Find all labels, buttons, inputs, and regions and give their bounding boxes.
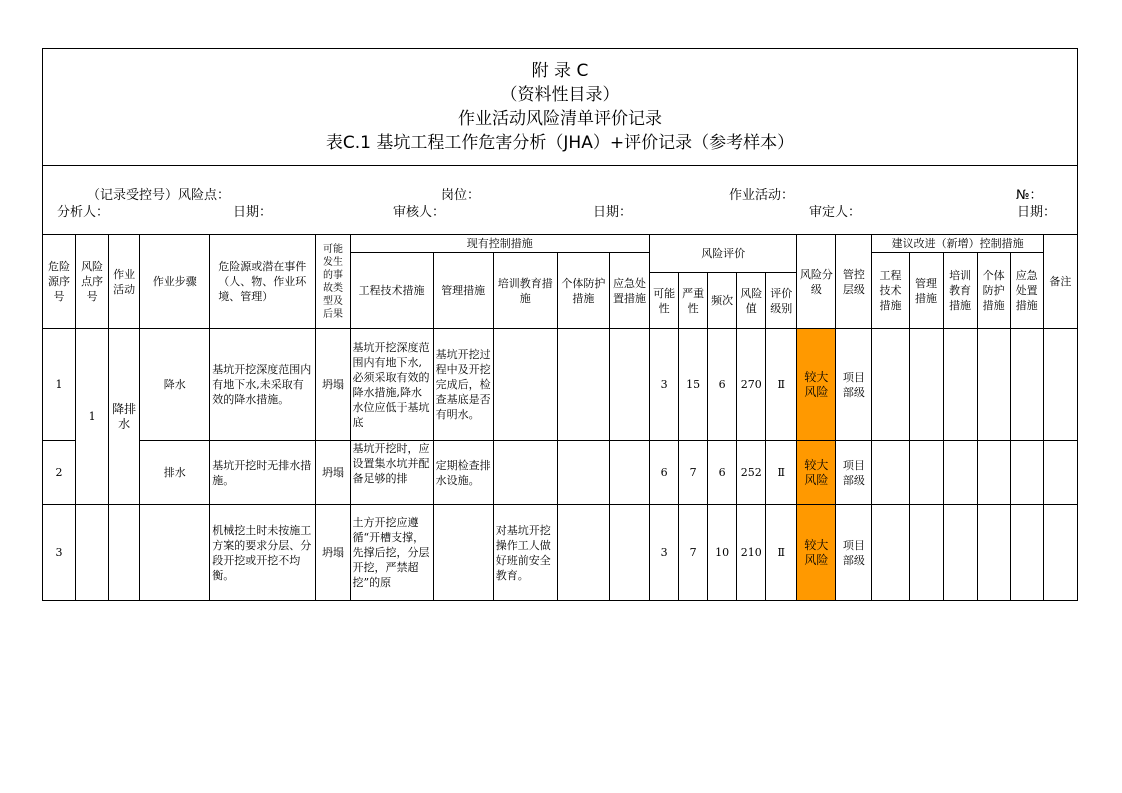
training-cell <box>493 329 557 441</box>
s-mgmt-cell <box>909 441 943 505</box>
risk-point-no: 1 <box>76 329 109 505</box>
s-training-cell <box>943 329 977 441</box>
control-level-cell: 项目部级 <box>836 441 872 505</box>
control-level-cell: 项目部级 <box>836 329 872 441</box>
s-emergency-cell <box>1010 329 1043 441</box>
risk-value-cell: 252 <box>737 441 766 505</box>
hdr-eng: 工程技术措施 <box>350 253 433 329</box>
reviewer-label: 审核人： <box>393 205 446 220</box>
eng-measure-cell: 基坑开挖深度范围内有地下水,必须采取有效的降水措施,降水水位应低于基坑底 <box>350 329 433 441</box>
eng-measure-cell: 土方开挖应遵循“开槽支撑，先撑后挖，分层开挖，严禁超挖”的原 <box>350 505 433 601</box>
mgmt-measure-cell: 基坑开挖过程中及开挖完成后，检查基底是否有明水。 <box>433 329 493 441</box>
hazard-cell: 基坑开挖时无排水措施。 <box>210 441 316 505</box>
eval-level-cell: Ⅱ <box>766 441 797 505</box>
accident-cell: 坍塌 <box>316 329 350 441</box>
emergency-cell <box>609 441 649 505</box>
frequency-cell: 10 <box>708 505 737 601</box>
eval-level-cell: Ⅱ <box>766 329 797 441</box>
mgmt-measure-cell <box>433 505 493 601</box>
number-label: №： <box>1016 188 1043 203</box>
step-cell: 降水 <box>140 329 210 441</box>
record-title: 作业活动风险清单评价记录 <box>458 109 662 129</box>
table-row <box>43 441 1078 505</box>
severity-cell: 7 <box>679 441 708 505</box>
hdr-risk-eval: 风险评价 <box>650 235 797 273</box>
risk-record-sheet <box>42 48 1078 601</box>
activity-cell: 降排水 <box>109 329 140 505</box>
ppe-cell <box>557 441 609 505</box>
hdr-accident-type: 可能发生的事故类型及后果 <box>316 235 350 329</box>
accident-cell: 坍塌 <box>316 441 350 505</box>
hdr-ppe: 个体防护措施 <box>557 253 609 329</box>
hdr-s-emergency: 应急处置措施 <box>1010 253 1043 329</box>
severity-cell: 7 <box>679 505 708 601</box>
emergency-cell <box>609 329 649 441</box>
hazard-no: 1 <box>43 329 76 441</box>
table-title: 表C.1 基坑工程工作危害分析（JHA）+评价记录（参考样本） <box>325 133 795 153</box>
s-eng-cell <box>872 329 909 441</box>
hdr-frequency: 频次 <box>708 273 737 329</box>
risk-grade-cell: 较大风险 <box>797 505 836 601</box>
hazard-cell: 机械挖土时未按施工方案的要求分层、分段开挖或开挖不均衡。 <box>210 505 316 601</box>
hdr-control-level: 管控层级 <box>836 235 872 329</box>
risk-grade-cell: 较大风险 <box>797 329 836 441</box>
hdr-suggested: 建议改进（新增）控制措施 <box>872 235 1043 253</box>
control-level-cell: 项目部级 <box>836 505 872 601</box>
risk-value-cell: 210 <box>737 505 766 601</box>
step-cell: 排水 <box>140 441 210 505</box>
activity-label: 作业活动： <box>729 188 795 203</box>
risk-value-cell: 270 <box>737 329 766 441</box>
hdr-step: 作业步骤 <box>140 235 210 329</box>
hdr-likelihood: 可能性 <box>650 273 679 329</box>
s-mgmt-cell <box>909 505 943 601</box>
hdr-s-eng: 工程技术措施 <box>872 253 909 329</box>
s-ppe-cell <box>977 441 1010 505</box>
remark-cell <box>1043 329 1077 441</box>
s-eng-cell <box>872 505 909 601</box>
frequency-cell: 6 <box>708 329 737 441</box>
likelihood-cell: 3 <box>650 505 679 601</box>
hazard-no: 3 <box>43 505 76 601</box>
date-label-1: 日期： <box>233 205 273 220</box>
s-emergency-cell <box>1010 441 1043 505</box>
s-emergency-cell <box>1010 505 1043 601</box>
hdr-s-ppe: 个体防护措施 <box>977 253 1010 329</box>
record-no-label: （记录受控号）风险点： <box>87 188 231 203</box>
hdr-activity: 作业活动 <box>109 235 140 329</box>
hdr-risk-value: 风险值 <box>737 273 766 329</box>
ppe-cell <box>557 329 609 441</box>
emergency-cell <box>609 505 649 601</box>
risk-point-no <box>76 505 109 601</box>
training-cell: 对基坑开挖操作工人做好班前安全教育。 <box>493 505 557 601</box>
s-ppe-cell <box>977 505 1010 601</box>
remark-cell <box>1043 505 1077 601</box>
hazard-no: 2 <box>43 441 76 505</box>
frequency-cell: 6 <box>708 441 737 505</box>
s-eng-cell <box>872 441 909 505</box>
likelihood-cell: 6 <box>650 441 679 505</box>
mgmt-measure-cell: 定期检查排水设施。 <box>433 441 493 505</box>
ppe-cell <box>557 505 609 601</box>
table-row <box>43 505 1078 601</box>
step-cell <box>140 505 210 601</box>
risk-grade-cell: 较大风险 <box>797 441 836 505</box>
hdr-mgmt: 管理措施 <box>433 253 493 329</box>
s-training-cell <box>943 441 977 505</box>
training-cell <box>493 441 557 505</box>
s-training-cell <box>943 505 977 601</box>
title-block <box>42 48 1078 165</box>
hazard-cell: 基坑开挖深度范围内有地下水,未采取有效的降水措施。 <box>210 329 316 441</box>
hdr-severity: 严重性 <box>679 273 708 329</box>
date-label-3: 日期： <box>1017 205 1057 220</box>
hdr-s-mgmt: 管理措施 <box>909 253 943 329</box>
s-mgmt-cell <box>909 329 943 441</box>
hdr-risk-point-no: 风险点序号 <box>76 235 109 329</box>
date-label-2: 日期： <box>593 205 633 220</box>
hdr-hazard-no: 危险源序号 <box>43 235 76 329</box>
s-ppe-cell <box>977 329 1010 441</box>
hdr-emergency: 应急处置措施 <box>609 253 649 329</box>
activity-cell <box>109 505 140 601</box>
severity-cell: 15 <box>679 329 708 441</box>
hdr-risk-grade: 风险分级 <box>797 235 836 329</box>
likelihood-cell: 3 <box>650 329 679 441</box>
appendix-title: 附 录 C <box>531 61 589 81</box>
hdr-hazard: 危险源或潜在事件（人、物、作业环境、管理） <box>210 235 316 329</box>
jha-table <box>42 234 1078 601</box>
hdr-remark: 备注 <box>1043 235 1077 329</box>
post-label: 岗位： <box>441 188 481 203</box>
eval-level-cell: Ⅱ <box>766 505 797 601</box>
hdr-eval-level: 评价级别 <box>766 273 797 329</box>
accident-cell: 坍塌 <box>316 505 350 601</box>
hdr-training: 培训教育措施 <box>493 253 557 329</box>
approver-label: 审定人： <box>809 205 862 220</box>
hdr-s-training: 培训教育措施 <box>943 253 977 329</box>
hdr-existing-controls: 现有控制措施 <box>350 235 650 253</box>
analyst-label: 分析人： <box>57 205 110 220</box>
remark-cell <box>1043 441 1077 505</box>
eng-measure-cell: 基坑开挖时，应设置集水坑并配备足够的排 <box>350 441 433 505</box>
appendix-subtitle: （资料性目录） <box>500 85 620 105</box>
info-block <box>42 165 1078 234</box>
table-row <box>43 329 1078 441</box>
